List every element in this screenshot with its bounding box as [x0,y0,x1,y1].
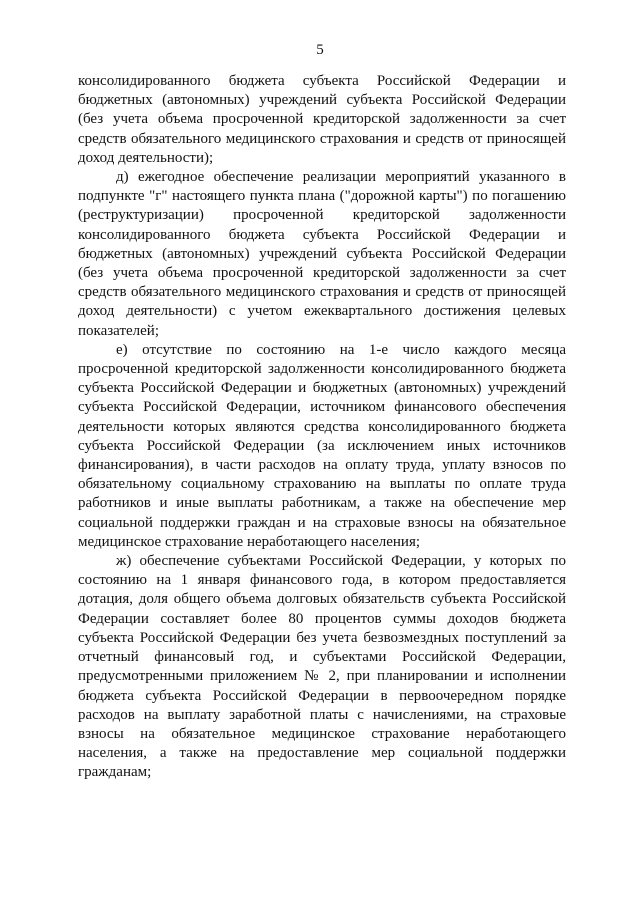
document-body [78,72,566,783]
paragraph-continuation: консолидированного бюджета субъекта Российской Федерации и бюджетных (автономных) учреждений субъекта Российской Федерации (без учета объема просроченной кредиторской задолженности за счет средств обязательного медицинского страхования и средств от приносящей доход деятельности); [78,73,566,166]
paragraph-item-d: д) ежегодное обеспечение реализации мероприятий указанного в подпункте "г" настоящего пункта плана ("дорожной карты") по погашению (реструктуризации) просроченной кредиторской задолженности консолидированного бюджета субъекта Российской Федерации и бюджетных (автономных) учреждений субъекта Российской Федерации (без учета объема просроченной кредиторской задолженности за счет средств обязательного медицинского страхования и средств от приносящей доход деятельности) с учетом ежеквартального достижения целевых показателей; [78,169,566,339]
paragraph-item-e: е) отсутствие по состоянию на 1-е число каждого месяца просроченной кредиторской задолженности консолидированного бюджета субъекта Российской Федерации и бюджетных (автономных) учреждений субъекта Российской Федерации, источником финансового обеспечения деятельности которых являются средства консолидированного бюджета субъекта Российской Федерации (за исключением иных источников финансирования), в части расходов на оплату труда, уплату взносов по обязательному социальному страхованию на выплаты по оплате труда работников и иные выплаты работникам, а также на обеспечение мер социальной поддержки граждан и на страховые взносы на обязательное медицинское страхование неработающего населения; [78,341,566,550]
page-number: 5 [316,42,324,58]
paragraph-item-zh: ж) обеспечение субъектами Российской Федерации, у которых по состоянию на 1 января финансового года, в котором предоставляется дотация, доля общего объема долговых обязательств субъекта Российской Федерации составляет более 80 процентов суммы доходов бюджета субъекта Российской Федерации без учета безвозмездных поступлений за отчетный финансовый год, и субъектами Российской Федерации, предусмотренными приложением № 2, при планировании и исполнении бюджета субъекта Российской Федерации в первоочередном порядке расходов на выплату заработной платы с начислениями, на страховые взносы на обязательное медицинское страхование неработающего населения, а также на предоставление мер социальной поддержки гражданам; [78,553,566,781]
